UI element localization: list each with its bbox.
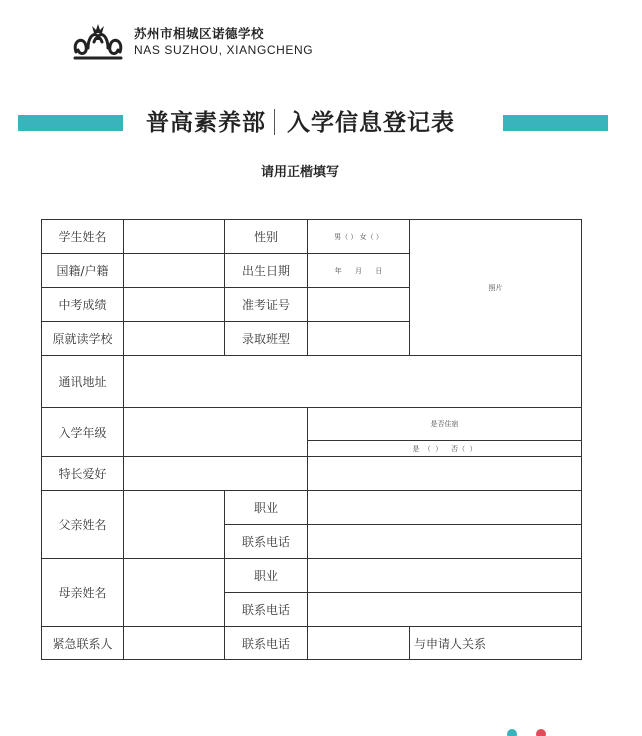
mother-job-field[interactable] xyxy=(307,558,582,593)
boarding-options[interactable]: 是 （ ） 否（ ） xyxy=(307,440,582,457)
decorative-dot-red xyxy=(536,729,546,736)
grade-label: 入学年级 xyxy=(41,407,124,457)
registration-table xyxy=(41,219,582,660)
zhongkao-score-label: 中考成绩 xyxy=(41,287,124,322)
school-logo xyxy=(70,22,313,62)
title-department: 普高素养部 xyxy=(146,110,266,136)
father-name-label: 父亲姓名 xyxy=(41,490,124,559)
address-label: 通讯地址 xyxy=(41,355,124,408)
address-field[interactable] xyxy=(123,355,582,408)
father-job-label: 职业 xyxy=(224,490,308,525)
birth-date-field[interactable]: 年 月 日 xyxy=(307,253,410,288)
emergency-phone-label: 联系电话 xyxy=(224,626,308,660)
father-phone-label: 联系电话 xyxy=(224,524,308,559)
title-band xyxy=(0,103,642,139)
nationality-field[interactable] xyxy=(123,253,225,288)
grade-field[interactable] xyxy=(123,407,308,457)
school-name-en: NAS SUZHOU, XIANGCHENG xyxy=(134,42,314,57)
boarding-label: 是否住宿 xyxy=(307,407,582,441)
mother-job-label: 职业 xyxy=(224,558,308,593)
subtitle: 请用正楷填写 xyxy=(260,165,339,180)
school-name-cn: 苏州市相城区诺德学校 xyxy=(134,26,265,42)
father-job-field[interactable] xyxy=(307,490,582,525)
relation-field[interactable]: 与申请人关系 xyxy=(409,626,582,660)
exam-id-field[interactable] xyxy=(307,287,410,322)
hobby-field[interactable] xyxy=(123,456,308,491)
gender-label: 性别 xyxy=(224,219,308,254)
gender-field[interactable]: 男（ ） 女（ ） xyxy=(307,219,410,254)
hobby-extra-field[interactable] xyxy=(307,456,582,491)
mother-phone-field[interactable] xyxy=(307,592,582,627)
admitted-class-field[interactable] xyxy=(307,321,410,356)
mother-phone-label: 联系电话 xyxy=(224,592,308,627)
student-name-field[interactable] xyxy=(123,219,225,254)
mother-name-label: 母亲姓名 xyxy=(41,558,124,627)
school-crest-icon xyxy=(70,22,126,62)
admitted-class-label: 录取班型 xyxy=(224,321,308,356)
title-bar-left xyxy=(18,115,123,131)
title-form-name: 入学信息登记表 xyxy=(287,110,455,136)
father-name-field[interactable] xyxy=(123,490,225,559)
father-phone-field[interactable] xyxy=(307,524,582,559)
prev-school-field[interactable] xyxy=(123,321,225,356)
birth-date-label: 出生日期 xyxy=(224,253,308,288)
emergency-contact-label: 紧急联系人 xyxy=(41,626,124,660)
prev-school-label: 原就读学校 xyxy=(41,321,124,356)
exam-id-label: 准考证号 xyxy=(224,287,308,322)
mother-name-field[interactable] xyxy=(123,558,225,627)
photo-box[interactable]: 照片 xyxy=(409,219,582,356)
zhongkao-score-field[interactable] xyxy=(123,287,225,322)
emergency-phone-field[interactable] xyxy=(307,626,410,660)
title-divider xyxy=(274,109,275,135)
emergency-contact-field[interactable] xyxy=(123,626,225,660)
hobby-label: 特长爱好 xyxy=(41,456,124,491)
nationality-label: 国籍/户籍 xyxy=(41,253,124,288)
student-name-label: 学生姓名 xyxy=(41,219,124,254)
title-bar-right xyxy=(503,115,608,131)
decorative-dot-teal xyxy=(507,729,517,736)
page-title xyxy=(146,104,455,137)
